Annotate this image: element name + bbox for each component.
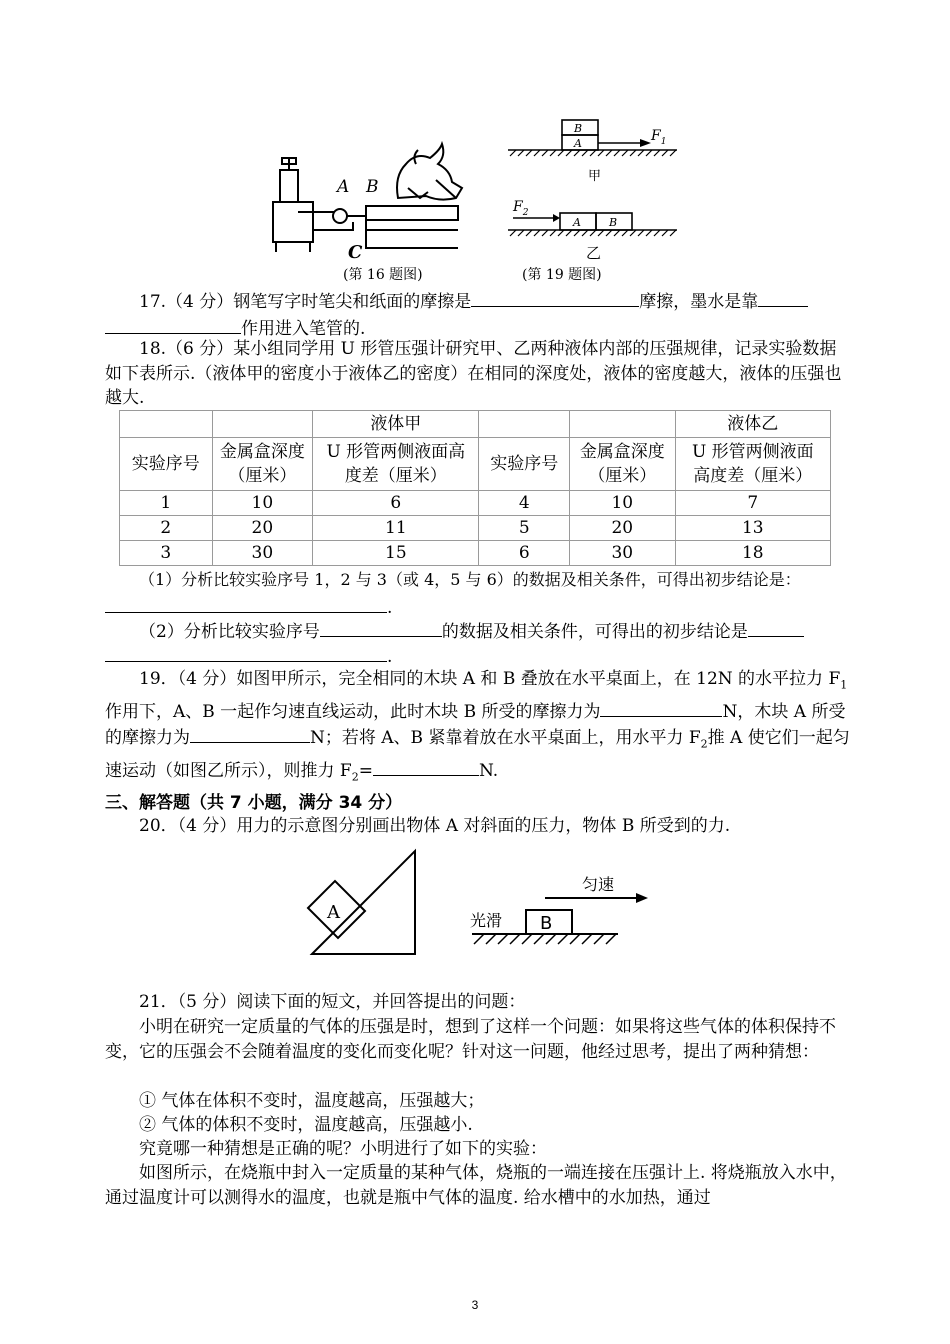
fig16-label-b: B (366, 177, 379, 197)
fig16-label-a: A (337, 177, 350, 197)
fig19-bottom-a: A (573, 216, 581, 229)
fig20-label-a: A (327, 902, 340, 923)
q21-guess-1: ① 气体在体积不变时，温度越高，压强越大； (139, 1091, 485, 1111)
q18-sub2-answer: . (105, 643, 850, 670)
q18-blank-1[interactable] (105, 594, 387, 613)
figure-20 (300, 848, 660, 960)
fig20-smooth: 光滑 (470, 911, 503, 930)
page-number: 3 (471, 1298, 479, 1312)
table-row: 2 20 11 5 20 13 (120, 516, 831, 541)
q18-blank-3b[interactable] (105, 643, 387, 662)
section-3-title: 三、解答题（共 7 小题，满分 34 分） (105, 793, 403, 813)
fig20-label-b: B (540, 913, 553, 934)
q18-sub1: （1）分析比较实验序号 1，2 与 3（或 4，5 与 6）的数据及相关条件，可得出初步结论是： (139, 570, 801, 589)
q18-table (119, 410, 831, 566)
group-b: 液体乙 (675, 411, 830, 438)
q19-blank-1[interactable] (600, 698, 722, 717)
fig19-f1: $F_1$ (651, 128, 667, 147)
col-index-a: 实验序号 (120, 438, 213, 491)
q21-guess-2: ② 气体的体积不变时，温度越高，压强越小. (139, 1115, 473, 1135)
figure-16 (268, 140, 468, 265)
col-height-a: U 形管两侧液面高度差（厘米） (313, 438, 479, 491)
fig16-label-c: C (348, 242, 363, 263)
col-index-b: 实验序号 (479, 438, 570, 491)
q17-blank-2b[interactable] (105, 315, 241, 334)
fig19-jia: 甲 (588, 169, 602, 184)
q21-para-2: 究竟哪一种猜想是正确的呢？小明进行了如下的实验： (139, 1139, 547, 1159)
q18-sub2: （2）分析比较实验序号 的数据及相关条件，可得出的初步结论是 (105, 618, 850, 645)
q19-blank-3[interactable] (373, 757, 479, 776)
question-17: 17.（4 分）钢笔写字时笔尖和纸面的摩擦是 摩擦，墨水是靠 作用进入笔管的. (105, 288, 850, 341)
table-row: 3 30 15 6 30 18 (120, 541, 831, 566)
fig19-caption: (第 19 题图) (522, 267, 602, 283)
fig19-f2: $F_2$ (513, 199, 529, 218)
q18-blank-2[interactable] (320, 618, 442, 637)
table-row: 1 10 6 4 10 7 (120, 491, 831, 516)
question-19: 19．（4 分）如图甲所示，完全相同的木块 A 和 B 叠放在水平桌面上，在 12N 的水平拉力 $F_1$作用下，A、B 一起作匀速直线运动，此时木块 B 所受的摩擦力为 N，木块 A 所受的摩擦力为 N；若将 A、B 紧靠着放在水平桌面上，用水平力 $F_2$推 A 使它们一起匀速运动（如图乙所示），则推力 $F_2= N$. (105, 669, 850, 784)
question-20: 20．（4 分）用力的示意图分别画出物体 A 对斜面的压力，物体 B 所受到的力. (139, 816, 731, 836)
question-21-title: 21．（5 分）阅读下面的短文，并回答提出的问题： (139, 992, 526, 1012)
fig20-uniform: 匀速 (582, 875, 615, 894)
fig19-bottom-b: B (609, 216, 618, 229)
q21-para-3: 如图所示，在烧瓶中封入一定质量的某种气体，烧瓶的一端连接在压强计上. 将烧瓶放入水中，通过温度计可以测得水的温度，也就是瓶中气体的温度. 给水槽中的水加热，通过 (105, 1163, 847, 1208)
col-depth-a: 金属盒深度（厘米） (212, 438, 313, 491)
q21-para-1: 小明在研究一定质量的气体的压强是时，想到了这样一个问题：如果将这些气体的体积保持不变，它的压强会不会随着温度的变化而变化呢？针对这一问题，他经过思考，提出了两种猜想： (105, 1017, 836, 1062)
q18-sub1-answer: . (105, 594, 850, 621)
col-depth-b: 金属盒深度（厘米） (570, 438, 676, 491)
q17-blank-2a[interactable] (758, 288, 808, 307)
fig19-top-b: B (574, 122, 583, 135)
fig19-yi: 乙 (586, 244, 602, 262)
figure-19 (505, 112, 690, 262)
fig19-top-a: A (574, 137, 582, 150)
group-a: 液体甲 (313, 411, 479, 438)
q17-blank-1[interactable] (471, 288, 639, 307)
q19-blank-2[interactable] (190, 724, 310, 743)
question-18-intro: 18.（6 分）某小组同学用 U 形管压强计研究甲、乙两种液体内部的压强规律，记录实验数据如下表所示.（液体甲的密度小于液体乙的密度）在相同的深度处，液体的密度越大，液体的压强也越大. (105, 339, 842, 408)
col-height-b: U 形管两侧液面高度差（厘米） (675, 438, 830, 491)
fig16-caption: (第 16 题图) (343, 267, 423, 283)
q18-blank-3a[interactable] (748, 618, 804, 637)
